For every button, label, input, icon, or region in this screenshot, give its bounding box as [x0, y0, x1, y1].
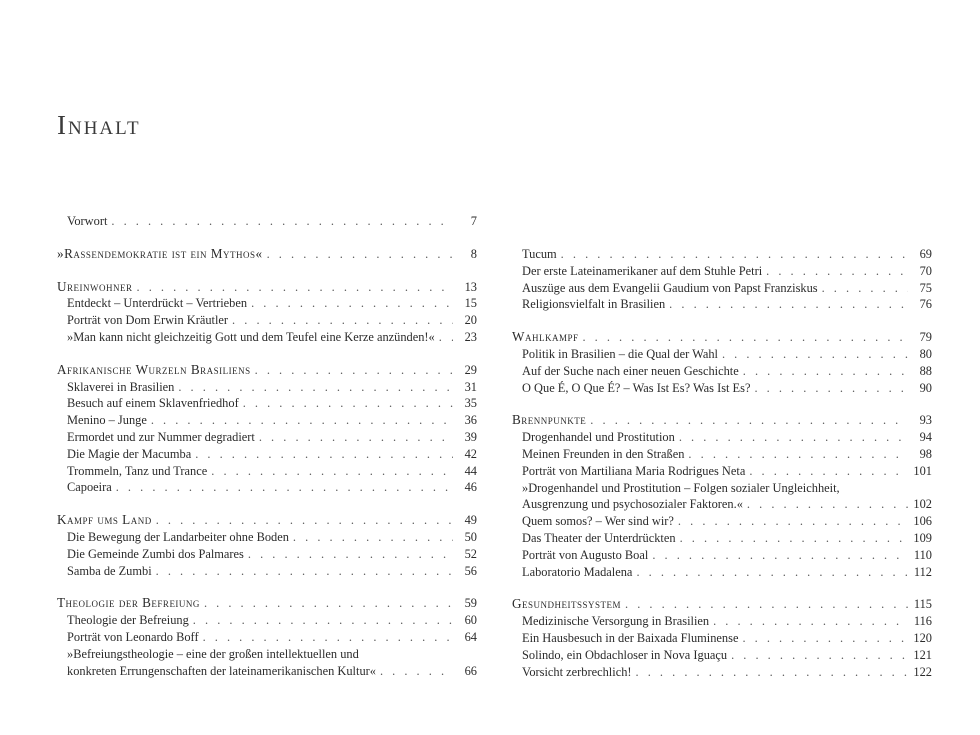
toc-entry-title: Trommeln, Tanz und Trance	[67, 463, 208, 478]
toc-entry-title: Theologie der Befreiung	[67, 613, 189, 628]
toc-entry-title: Ausgrenzung und psychosozialer Faktoren.«	[522, 497, 743, 512]
toc-entry[interactable]	[512, 513, 932, 530]
toc-entry-title: Samba de Zumbi	[67, 563, 152, 578]
toc-entry-title: Kampf ums Land	[57, 512, 152, 528]
toc-entry-title: O Que É, O Que É? – Was Ist Es? Was Ist Es?	[522, 380, 751, 395]
toc-leader-dots	[293, 529, 453, 546]
toc-page-number: 59	[464, 596, 477, 611]
toc-page-number: 79	[919, 330, 932, 345]
toc-entry[interactable]	[512, 496, 932, 513]
toc-leader-dots	[156, 563, 453, 580]
toc-entry-title: Vorsicht zerbrechlich!	[522, 664, 632, 679]
toc-leader-dots	[243, 395, 453, 412]
toc-entry[interactable]	[57, 295, 477, 312]
toc-leader-dots	[380, 663, 453, 680]
toc-page-number: 115	[913, 597, 932, 612]
toc-leader-dots	[204, 595, 453, 612]
toc-page-number: 109	[913, 530, 932, 545]
toc-entry[interactable]	[512, 613, 932, 630]
toc-leader-dots	[267, 246, 453, 263]
toc-entry-title: Gesundheitssystem	[512, 596, 622, 612]
toc-page-number: 60	[464, 613, 477, 628]
toc-leader-dots	[211, 463, 453, 480]
toc-leader-dots	[731, 647, 908, 664]
toc-entry-title: Ein Hausbesuch in der Baixada Fluminense	[522, 630, 739, 645]
toc-entry-title: Medizinische Versorgung in Brasilien	[522, 614, 710, 629]
toc-page-number: 116	[913, 614, 932, 629]
toc-entry-title: Capoeira	[67, 480, 112, 495]
toc-page-number: 31	[464, 379, 477, 394]
toc-entry[interactable]	[57, 646, 477, 663]
toc-entry-title: »Drogenhandel und Prostitution – Folgen sozialer Ungleichheit,	[522, 480, 840, 495]
toc-entry-title: Laboratorio Madalena	[522, 564, 633, 579]
toc-entry[interactable]	[57, 379, 477, 396]
toc-entry[interactable]	[512, 446, 932, 463]
toc-entry-title: Ermordet und zur Nummer degradiert	[67, 429, 255, 444]
toc-entry[interactable]	[57, 395, 477, 412]
toc-chapter-entry[interactable]	[57, 512, 477, 529]
toc-entry-title: Meinen Freunden in den Straßen	[522, 446, 685, 461]
toc-leader-dots	[251, 295, 453, 312]
toc-page-number: 122	[913, 664, 932, 679]
toc-leader-dots	[636, 664, 908, 681]
toc-entry-title: Porträt von Leonardo Boff	[67, 629, 199, 644]
toc-section	[57, 246, 477, 263]
toc-page-number: 110	[913, 547, 932, 562]
toc-leader-dots	[822, 280, 908, 297]
toc-page-number: 13	[464, 279, 477, 294]
toc-page-number: 120	[913, 630, 932, 645]
toc-page-number: 64	[464, 629, 477, 644]
page-title: Inhalt	[57, 110, 141, 141]
toc-entry[interactable]	[57, 312, 477, 329]
toc-leader-dots	[749, 463, 908, 480]
toc-entry[interactable]	[512, 246, 932, 263]
toc-page-number: 121	[913, 647, 932, 662]
toc-entry-title: Ureinwohner	[57, 278, 133, 294]
toc-entry[interactable]	[512, 547, 932, 564]
toc-leader-dots	[679, 429, 908, 446]
toc-entry-title: Theologie der Befreiung	[57, 595, 200, 611]
toc-entry-title: Brennpunkte	[512, 412, 587, 428]
toc-page-number: 112	[913, 564, 932, 579]
toc-entry[interactable]	[512, 380, 932, 397]
toc-leader-dots	[678, 513, 908, 530]
toc-entry-title: Wahlkampf	[512, 329, 579, 345]
toc-entry[interactable]	[57, 329, 477, 346]
toc-entry-title: konkreten Errungenschaften der lateinamerikanischen Kultur«	[67, 663, 376, 678]
toc-page-number: 49	[464, 513, 477, 528]
toc-section	[512, 596, 932, 680]
toc-entry-title: Auf der Suche nach einer neuen Geschichte	[522, 363, 739, 378]
toc-leader-dots	[439, 329, 453, 346]
toc-page-number: 15	[464, 296, 477, 311]
toc-entry[interactable]	[57, 529, 477, 546]
toc-entry-title: Das Theater der Unterdrückten	[522, 530, 676, 545]
toc-leader-dots	[652, 547, 908, 564]
toc-entry[interactable]	[57, 446, 477, 463]
toc-entry-title: Die Magie der Macumba	[67, 446, 192, 461]
toc-page-number: 44	[464, 463, 477, 478]
toc-leader-dots	[688, 446, 908, 463]
toc-entry-title: Sklaverei in Brasilien	[67, 379, 175, 394]
toc-entry[interactable]	[512, 664, 932, 681]
toc-entry[interactable]	[512, 280, 932, 297]
toc-page-number: 66	[464, 663, 477, 678]
toc-leader-dots	[680, 530, 908, 547]
toc-entry-title: Die Gemeinde Zumbi dos Palmares	[67, 546, 244, 561]
toc-leader-dots	[259, 429, 453, 446]
toc-leader-dots	[742, 630, 908, 647]
toc-section	[512, 246, 932, 313]
toc-page-number: 39	[464, 429, 477, 444]
toc-chapter-entry[interactable]	[512, 412, 932, 429]
toc-entry[interactable]	[57, 479, 477, 496]
toc-page-number: 35	[464, 396, 477, 411]
toc-section	[57, 213, 477, 230]
toc-entry[interactable]	[512, 429, 932, 446]
toc-section	[57, 512, 477, 579]
toc-chapter-entry[interactable]	[57, 279, 477, 296]
toc-section	[512, 329, 932, 396]
toc-entry[interactable]	[57, 463, 477, 480]
toc-entry[interactable]	[512, 480, 932, 497]
toc-entry[interactable]	[57, 213, 477, 230]
toc-page-number: 98	[919, 446, 932, 461]
toc-chapter-entry[interactable]	[57, 595, 477, 612]
toc-entry-title: »Man kann nicht gleichzeitig Gott und dem Teufel eine Kerze anzünden!«	[67, 329, 435, 344]
toc-leader-dots	[713, 613, 908, 630]
toc-entry[interactable]	[512, 363, 932, 380]
toc-page-number: 42	[464, 446, 477, 461]
toc-entry-title: Menino – Junge	[67, 413, 147, 428]
toc-page-number: 94	[919, 430, 932, 445]
toc-entry-title: Besuch auf einem Sklavenfriedhof	[67, 396, 239, 411]
toc-page-number: 52	[464, 546, 477, 561]
toc-entry[interactable]	[57, 563, 477, 580]
toc-entry[interactable]	[57, 629, 477, 646]
toc-entry-title: Entdeckt – Unterdrückt – Vertrieben	[67, 296, 248, 311]
toc-section	[57, 595, 477, 679]
toc-page-number: 76	[919, 297, 932, 312]
toc-page-number: 29	[464, 362, 477, 377]
toc-leader-dots	[255, 362, 453, 379]
toc-page-number: 75	[919, 280, 932, 295]
toc-entry[interactable]	[57, 663, 477, 680]
toc-page-number: 102	[913, 497, 932, 512]
toc-leader-dots	[766, 263, 908, 280]
toc-left-column	[57, 213, 477, 695]
toc-right-column	[512, 246, 932, 696]
toc-leader-dots	[561, 246, 908, 263]
toc-entry-title: Drogenhandel und Prostitution	[522, 430, 675, 445]
toc-entry[interactable]	[512, 647, 932, 664]
toc-leader-dots	[669, 296, 908, 313]
toc-leader-dots	[248, 546, 453, 563]
toc-entry-title: Quem somos? – Wer sind wir?	[522, 514, 674, 529]
toc-leader-dots	[151, 412, 453, 429]
toc-page-number: 56	[464, 563, 477, 578]
toc-leader-dots	[743, 363, 908, 380]
toc-entry[interactable]	[512, 564, 932, 581]
toc-leader-dots	[203, 629, 453, 646]
toc-chapter-entry[interactable]	[512, 596, 932, 613]
toc-entry-title: »Rassendemokratie ist ein Mythos«	[57, 245, 263, 261]
toc-leader-dots	[232, 312, 453, 329]
toc-chapter-entry[interactable]	[57, 246, 477, 263]
toc-leader-dots	[754, 380, 908, 397]
toc-entry[interactable]	[512, 346, 932, 363]
toc-entry-title: Tucum	[522, 247, 557, 261]
toc-leader-dots	[722, 346, 908, 363]
toc-leader-dots	[747, 496, 908, 513]
toc-page-number: 50	[464, 529, 477, 544]
toc-chapter-entry[interactable]	[512, 329, 932, 346]
toc-entry-title: Auszüge aus dem Evangelii Gaudium von Papst Franziskus	[522, 280, 818, 295]
toc-page-number: 23	[464, 329, 477, 344]
toc-entry-title: Die Bewegung der Landarbeiter ohne Boden	[67, 529, 289, 544]
toc-leader-dots	[195, 446, 453, 463]
toc-leader-dots	[625, 596, 908, 613]
toc-section	[512, 412, 932, 580]
toc-section	[57, 362, 477, 496]
toc-leader-dots	[116, 479, 453, 496]
toc-page-number: 36	[464, 413, 477, 428]
toc-entry-title: Vorwort	[67, 214, 108, 228]
toc-page-number: 7	[470, 214, 477, 228]
toc-page-number: 93	[919, 413, 932, 428]
toc-entry-title: Solindo, ein Obdachloser in Nova Iguaçu	[522, 647, 728, 662]
toc-leader-dots	[590, 412, 908, 429]
toc-entry[interactable]	[512, 263, 932, 280]
toc-chapter-entry[interactable]	[57, 362, 477, 379]
toc-leader-dots	[636, 564, 908, 581]
toc-entry[interactable]	[512, 630, 932, 647]
toc-leader-dots	[193, 612, 453, 629]
toc-entry[interactable]	[57, 412, 477, 429]
toc-entry-title: Porträt von Martiliana Maria Rodrigues Neta	[522, 463, 746, 478]
toc-page-number: 69	[919, 247, 932, 261]
toc-section	[57, 279, 477, 346]
toc-leader-dots	[137, 279, 453, 296]
toc-page-number: 20	[464, 313, 477, 328]
toc-leader-dots	[111, 213, 453, 230]
toc-leader-dots	[178, 379, 453, 396]
toc-entry-title: Porträt von Augusto Boal	[522, 547, 649, 562]
toc-page-number: 101	[913, 463, 932, 478]
toc-entry-title: Politik in Brasilien – die Qual der Wahl	[522, 346, 718, 361]
toc-leader-dots	[156, 512, 453, 529]
toc-entry[interactable]	[512, 530, 932, 547]
toc-entry[interactable]	[57, 546, 477, 563]
toc-leader-dots	[582, 329, 908, 346]
toc-page-number: 88	[919, 363, 932, 378]
toc-entry-title: Porträt von Dom Erwin Kräutler	[67, 313, 229, 328]
toc-entry[interactable]	[57, 429, 477, 446]
toc-entry-title: Afrikanische Wurzeln Brasiliens	[57, 361, 251, 377]
toc-entry[interactable]	[512, 463, 932, 480]
toc-entry-title: »Befreiungstheologie – eine der großen intellektuellen und	[67, 646, 359, 661]
toc-entry[interactable]	[57, 612, 477, 629]
toc-page-number: 106	[913, 514, 932, 529]
toc-page-number: 80	[919, 346, 932, 361]
toc-entry-title: Religionsvielfalt in Brasilien	[522, 297, 666, 312]
toc-page-number: 46	[464, 480, 477, 495]
toc-page-number: 90	[919, 380, 932, 395]
toc-page-number: 8	[470, 246, 477, 261]
toc-entry-title: Der erste Lateinamerikaner auf dem Stuhle Petri	[522, 263, 763, 278]
toc-entry[interactable]	[512, 296, 932, 313]
toc-page-number: 70	[919, 263, 932, 278]
